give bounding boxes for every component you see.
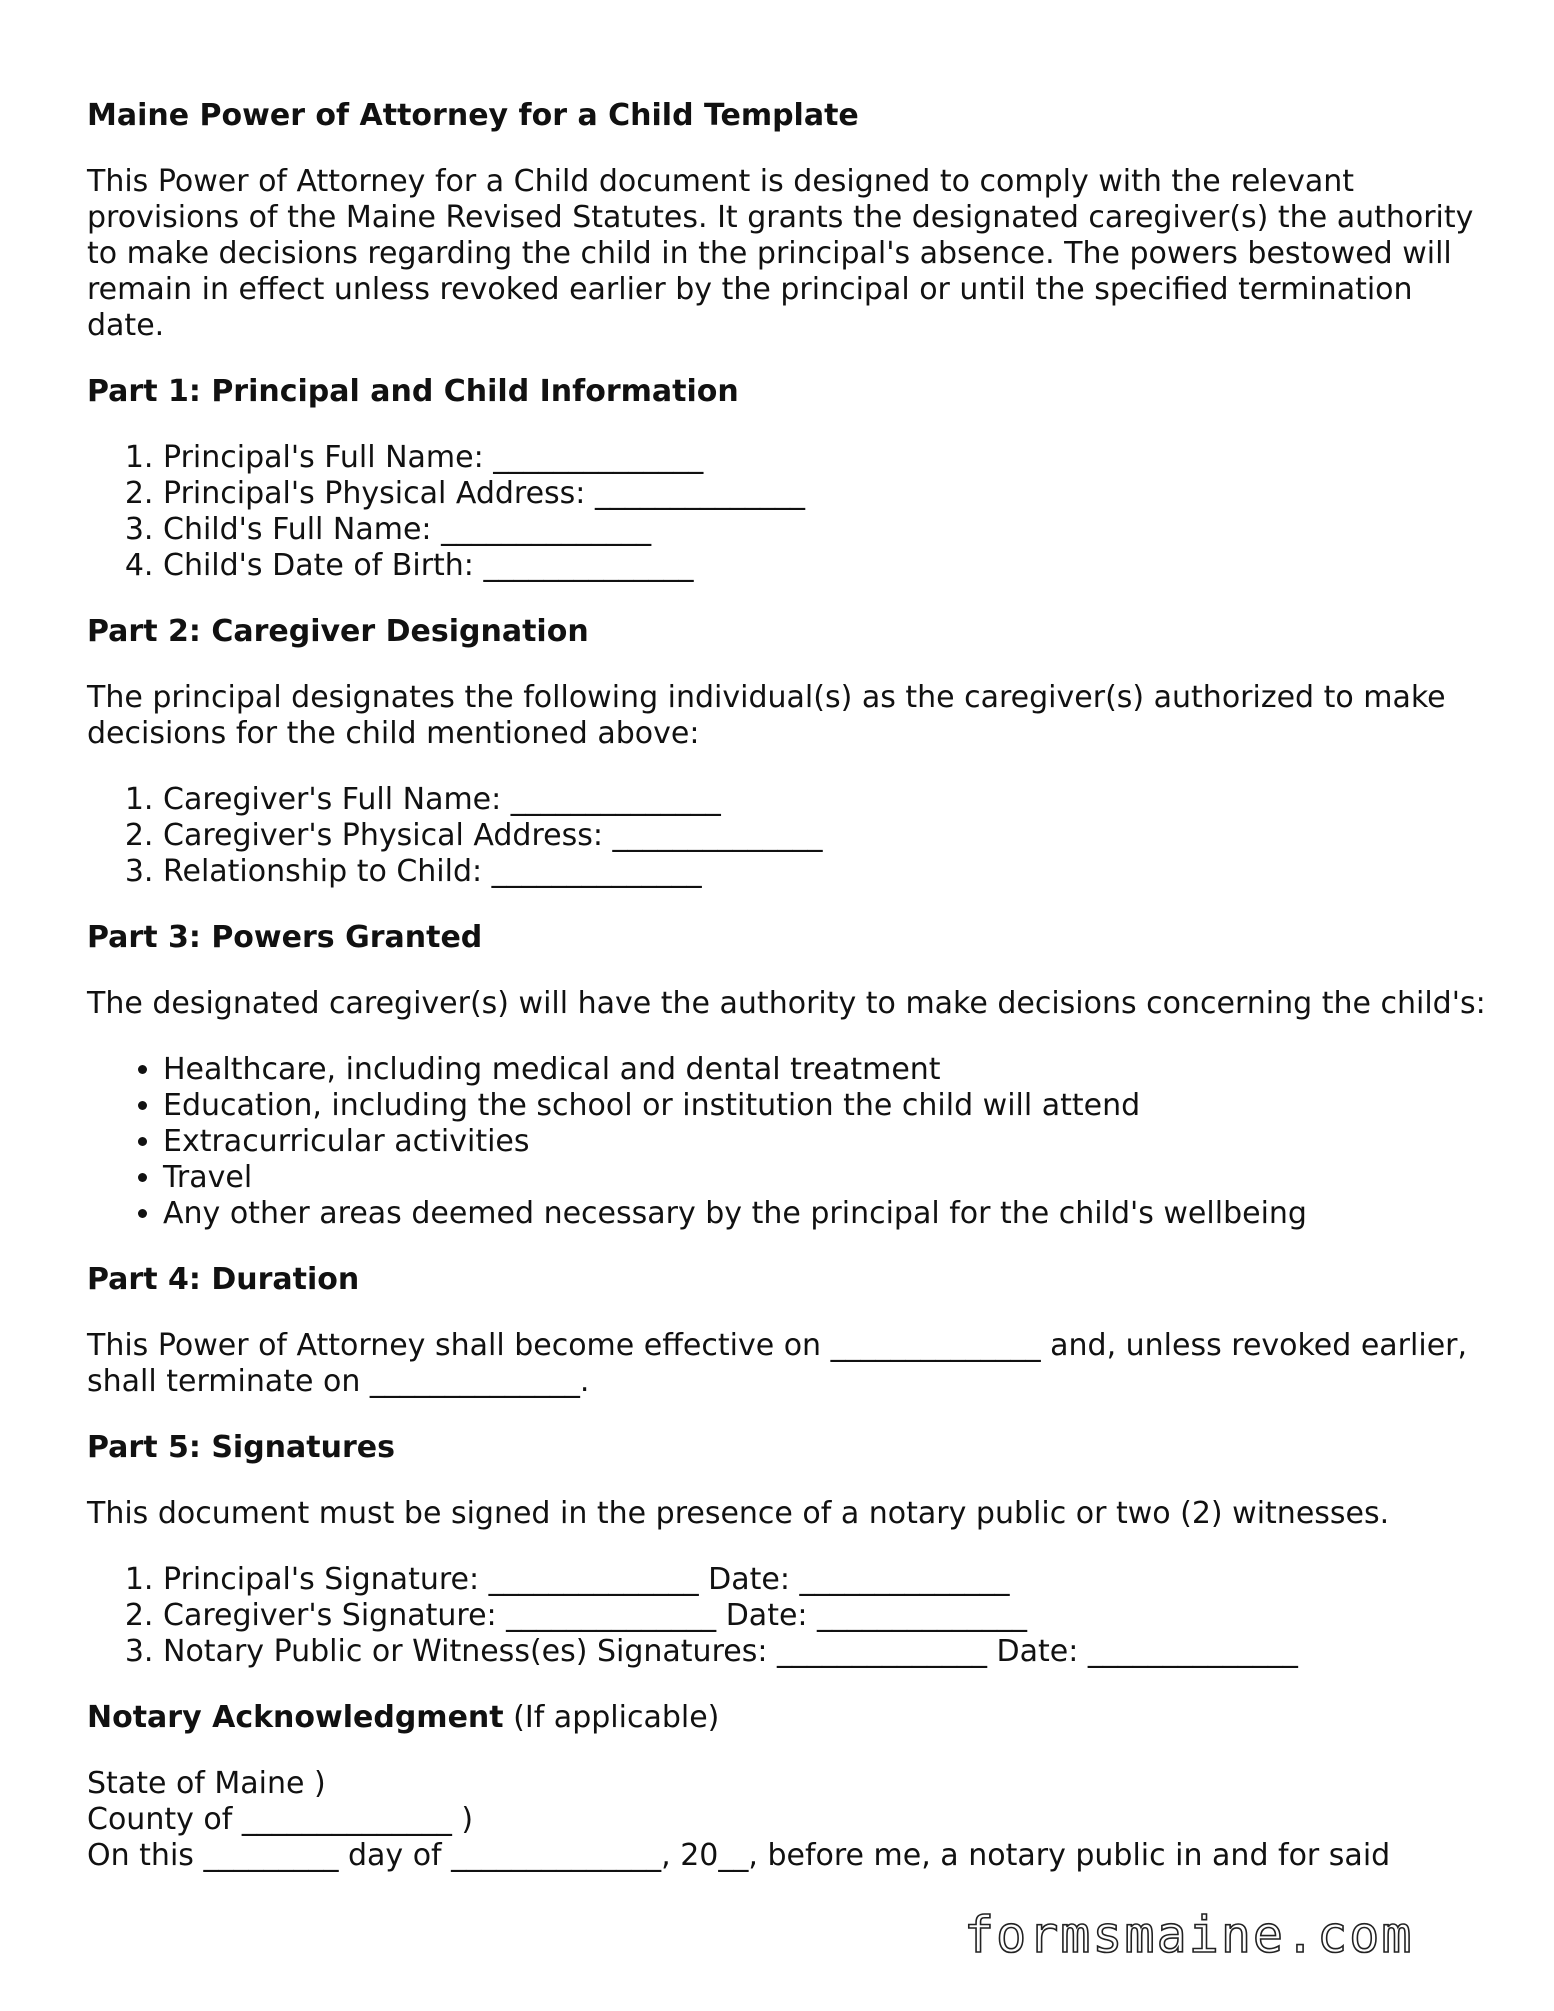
part5-list: [87, 1562, 1487, 1670]
watermark-logo: formsmaine.com: [964, 1906, 1414, 1964]
notary-section: [87, 1700, 1487, 1874]
part1-list: [87, 440, 1487, 584]
document-page: [87, 98, 1487, 1874]
list-item: 3. Notary Public or Witness(es) Signatures: ______________ Date: ______________: [163, 1634, 1487, 1670]
list-item: • Healthcare, including medical and dental treatment: [163, 1052, 1487, 1088]
part4-text: This Power of Attorney shall become effective on ______________ and, unless revoked earlier, shall terminate on ______________.: [87, 1328, 1468, 1399]
list-item: 4. Child's Date of Birth: ______________: [163, 548, 1487, 584]
part2-heading: Part 2: Caregiver Designation: [87, 614, 589, 649]
list-item: • Travel: [163, 1160, 1487, 1196]
list-item: 1. Principal's Signature: ______________ Date: ______________: [163, 1562, 1487, 1598]
notary-line: County of ______________ ): [87, 1802, 474, 1837]
notary-heading: Notary Acknowledgment: [87, 1700, 504, 1735]
notary-heading-line: [87, 1700, 1487, 1736]
list-item: • Extracurricular activities: [163, 1124, 1487, 1160]
list-item: 1. Principal's Full Name: ______________: [163, 440, 1487, 476]
list-item: 2. Principal's Physical Address: ______________: [163, 476, 1487, 512]
intro-paragraph: This Power of Attorney for a Child document is designed to comply with the relevant provisions of the Maine Revised Statutes. It grants the designated caregiver(s) the authority to make decisions regarding the child in the principal's absence. The powers bestowed will remain in effect unless revoked earlier by the principal or until the specified termination date.: [87, 164, 1474, 343]
list-item: 1. Caregiver's Full Name: ______________: [163, 782, 1487, 818]
list-item: 3. Relationship to Child: ______________: [163, 854, 1487, 890]
list-item: 2. Caregiver's Physical Address: ______________: [163, 818, 1487, 854]
part3-heading: Part 3: Powers Granted: [87, 920, 483, 955]
notary-line: State of Maine ): [87, 1766, 326, 1801]
list-item: • Education, including the school or institution the child will attend: [163, 1088, 1487, 1124]
part5-text: This document must be signed in the presence of a notary public or two (2) witnesses.: [87, 1496, 1390, 1531]
list-item: • Any other areas deemed necessary by the principal for the child's wellbeing: [163, 1196, 1487, 1232]
part3-text: The designated caregiver(s) will have the authority to make decisions concerning the child's:: [87, 986, 1486, 1021]
part3-list: [87, 1052, 1487, 1232]
list-item: 3. Child's Full Name: ______________: [163, 512, 1487, 548]
notary-line: On this _________ day of ______________, 20__, before me, a notary public in and for said: [87, 1838, 1391, 1873]
notary-note: (If applicable): [503, 1700, 720, 1735]
part5-heading: Part 5: Signatures: [87, 1430, 395, 1465]
part4-heading: Part 4: Duration: [87, 1262, 360, 1297]
list-item: 2. Caregiver's Signature: ______________ Date: ______________: [163, 1598, 1487, 1634]
part1-heading: Part 1: Principal and Child Information: [87, 374, 739, 409]
document-title: Maine Power of Attorney for a Child Template: [87, 98, 859, 133]
part2-text: The principal designates the following individual(s) as the caregiver(s) authorized to make decisions for the child mentioned above:: [87, 680, 1446, 751]
part2-list: [87, 782, 1487, 890]
